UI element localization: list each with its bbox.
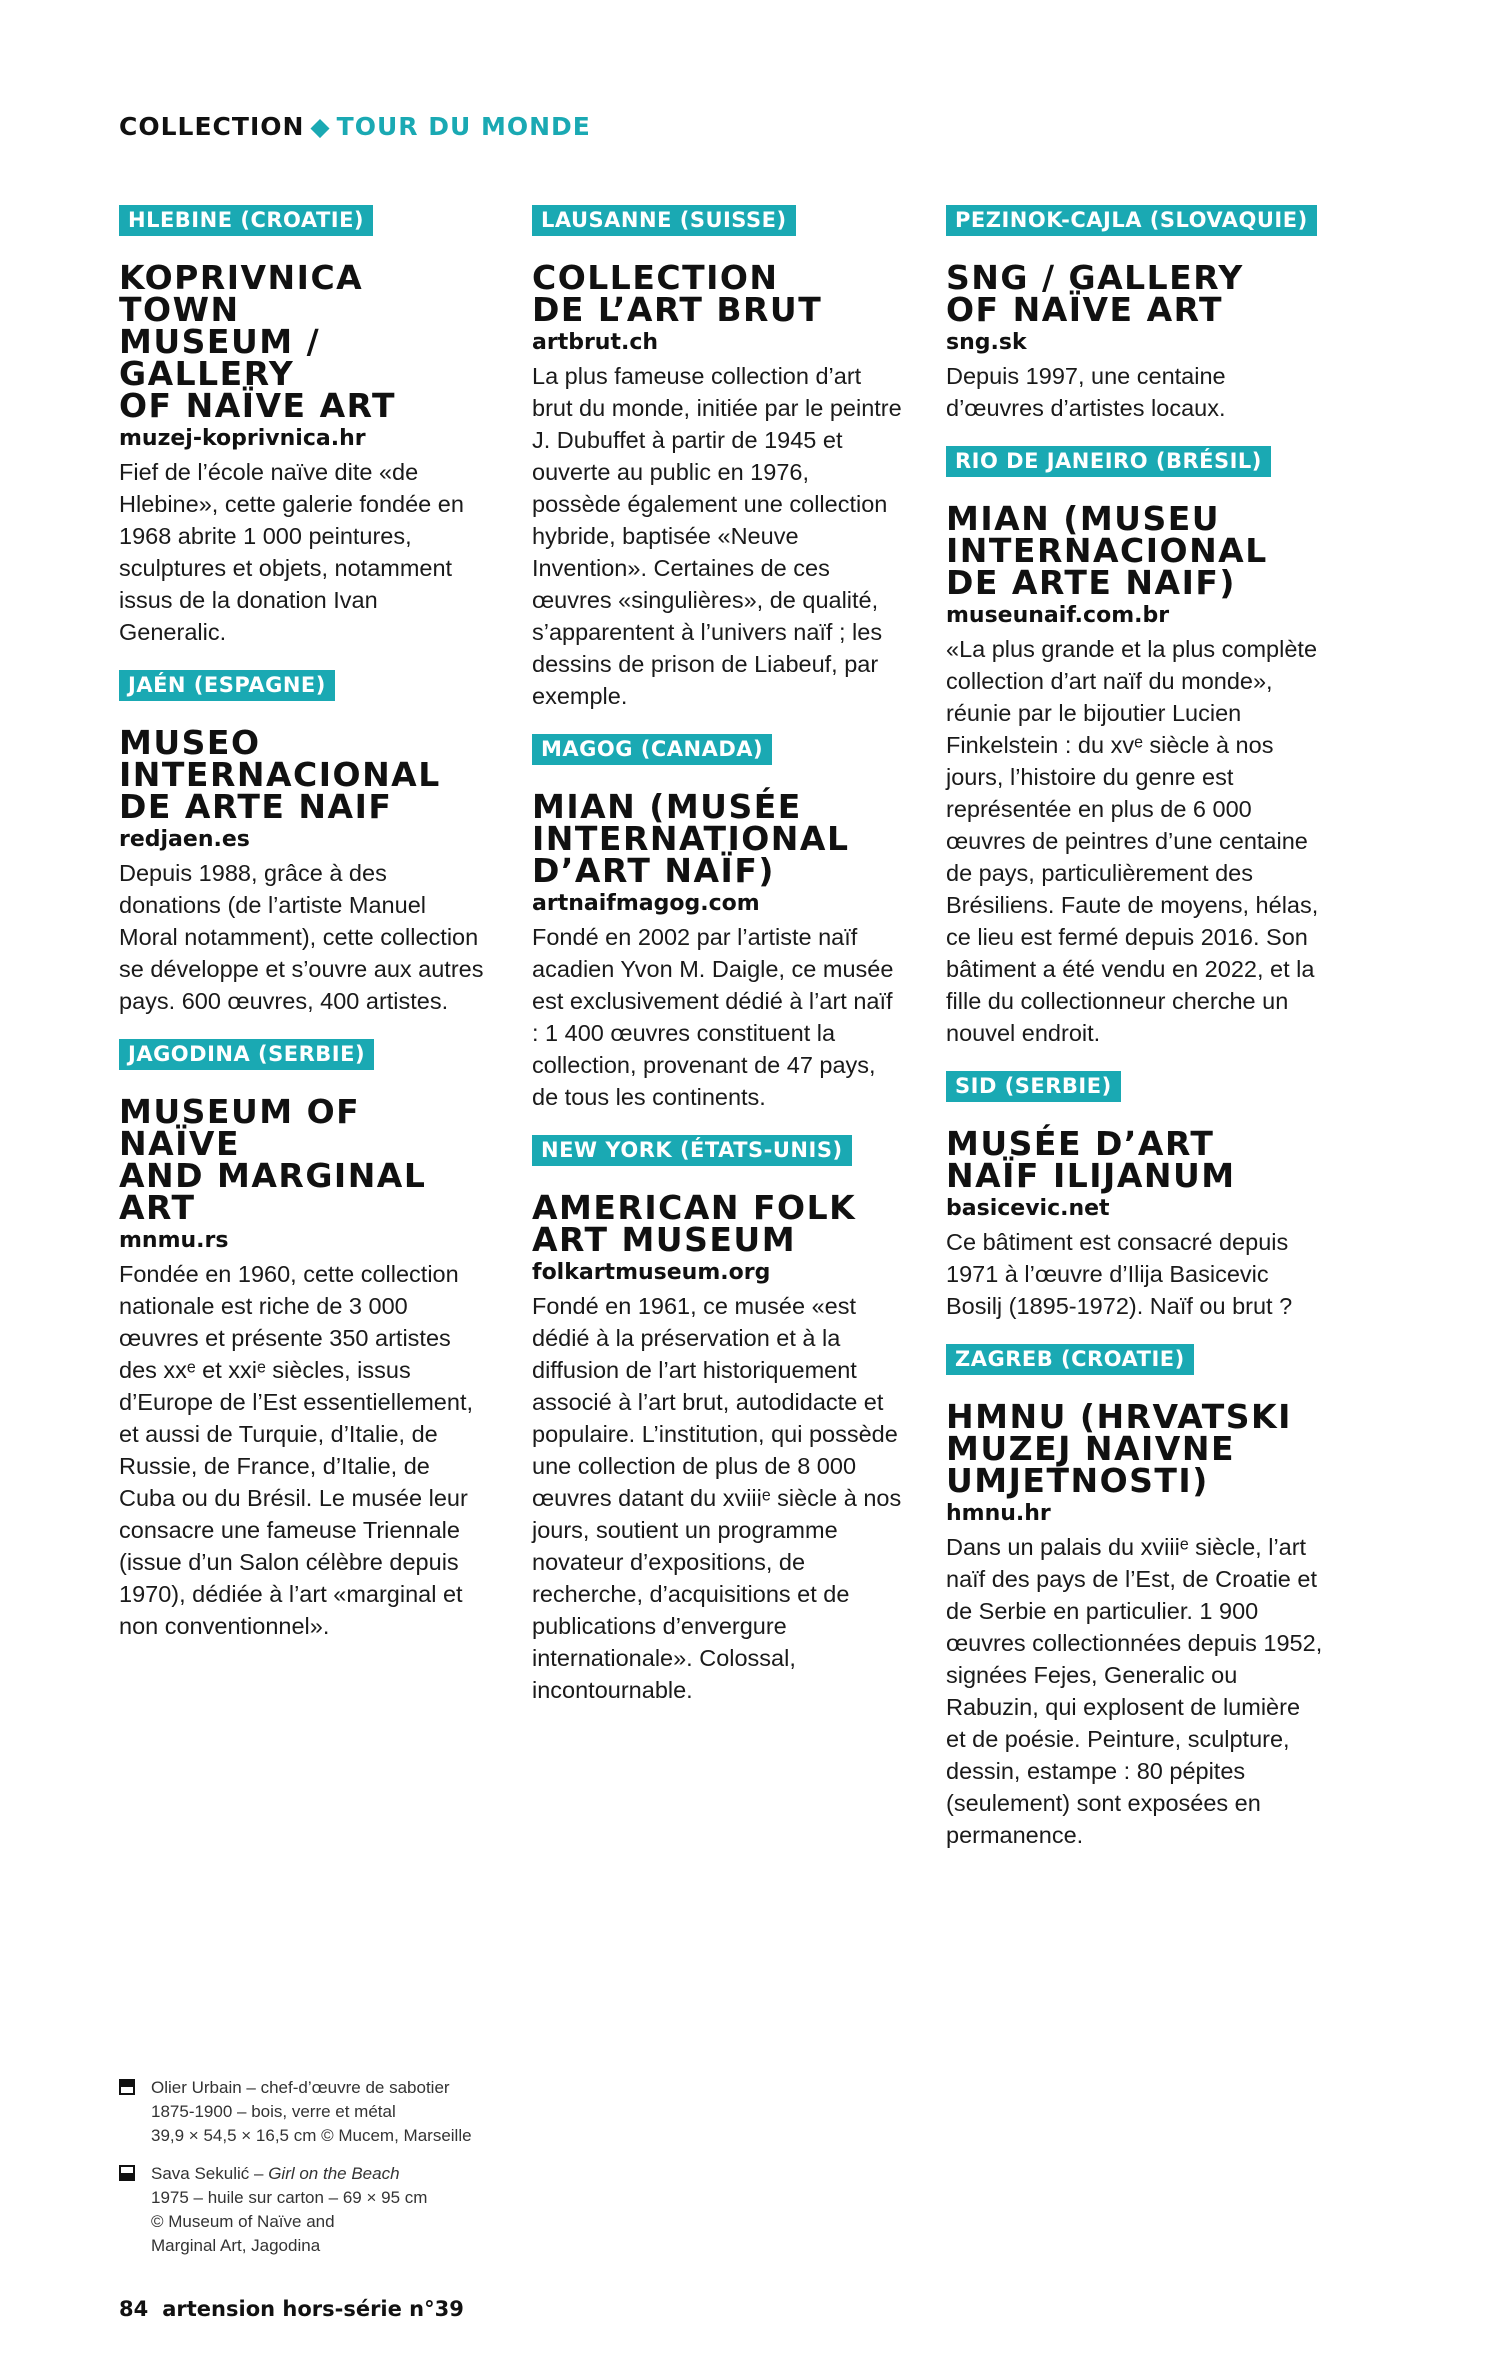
diamond-icon: ◆ (310, 112, 331, 141)
location-tag: JAGODINA (SERBIE) (119, 1039, 374, 1070)
museum-entry (532, 205, 904, 712)
credit-author: Sava Sekulić – (151, 2164, 269, 2183)
museum-entry (946, 205, 1326, 424)
image-position-top-icon (119, 2079, 135, 2095)
location-tag: ZAGREB (CROATIE) (946, 1344, 1194, 1375)
page-footer (119, 2297, 464, 2321)
museum-name: MUSEO INTERNACIONAL DE ARTE NAIF (119, 723, 441, 826)
page-header (119, 112, 591, 141)
museum-description: Fondé en 1961, ce musée «est dédié à la préservation et à la diffusion de l’art historiquement associé à l’art brut, autodidacte et populaire. L’institution, qui possède une collection de plus de 8 000 œuvres datant du xviiiᵉ siècle à nos jours, soutient un programme novateur d’expositions, de recherche, d’acquisitions et de publications d’envergure internationale». Colossal, incontournable. (532, 1293, 902, 1703)
museum-url[interactable]: redjaen.es (119, 827, 250, 852)
credit-line: Olier Urbain – chef-d’œuvre de sabotier (151, 2078, 450, 2097)
museum-name: AMERICAN FOLK ART MUSEUM (532, 1188, 857, 1259)
credit-line: 1875-1900 – bois, verre et métal (151, 2102, 396, 2121)
museum-entry (946, 1071, 1326, 1322)
museum-url[interactable]: folkartmuseum.org (532, 1260, 771, 1285)
museum-entry (119, 670, 491, 1017)
column-3 (946, 205, 1326, 1873)
credit-line (151, 2162, 519, 2186)
image-position-bottom-icon (119, 2165, 135, 2181)
museum-name: KOPRIVNICA TOWN MUSEUM / GALLERY OF NAÏVE ART (119, 258, 397, 425)
museum-url[interactable]: museunaif.com.br (946, 603, 1170, 628)
museum-url[interactable]: artnaifmagog.com (532, 891, 760, 916)
museum-url[interactable]: artbrut.ch (532, 330, 659, 355)
museum-name: MUSEUM OF NAÏVE AND MARGINAL ART (119, 1092, 427, 1227)
page-number: 84 (119, 2297, 149, 2321)
credit-line: Marginal Art, Jagodina (151, 2236, 321, 2255)
museum-entry (532, 1135, 904, 1706)
museum-entry (946, 446, 1326, 1049)
museum-name: MIAN (MUSÉE INTERNATIONAL D’ART NAÏF) (532, 787, 850, 890)
museum-url[interactable]: hmnu.hr (946, 1501, 1051, 1526)
museum-entry (946, 1344, 1326, 1851)
museum-description: Fondé en 2002 par l’artiste naïf acadien Yvon M. Daigle, ce musée est exclusivement dédié à l’art naïf : 1 400 œuvres constituent la collection, provenant de 47 pays, de tous les continents. (532, 924, 894, 1110)
museum-entry (532, 734, 904, 1113)
location-tag: SID (SERBIE) (946, 1071, 1121, 1102)
museum-description: «La plus grande et la plus complète collection d’art naïf du monde», réunie par le bijoutier Lucien Finkelstein : du xvᵉ siècle à nos jours, l’histoire du genre est représentée en plus de 6 000 œuvres de peintres d’une centaine de pays, particulièrement des Brésiliens. Faute de moyens, hélas, ce lieu est fermé depuis 2016. Son bâtiment a été vendu en 2022, et la fille du collectionneur cherche un nouvel endroit. (946, 636, 1319, 1046)
museum-entry (119, 205, 491, 648)
column-1 (119, 205, 491, 1664)
museum-name: MUSÉE D’ART NAÏF ILIJANUM (946, 1124, 1236, 1195)
location-tag: LAUSANNE (SUISSE) (532, 205, 796, 236)
credit-line: 39,9 × 54,5 × 16,5 cm © Mucem, Marseille (151, 2126, 472, 2145)
museum-description: Depuis 1988, grâce à des donations (de l’artiste Manuel Moral notamment), cette collection se développe et s’ouvre aux autres pays. 600 œuvres, 400 artistes. (119, 860, 484, 1014)
location-tag: RIO DE JANEIRO (BRÉSIL) (946, 446, 1271, 477)
museum-url[interactable]: sng.sk (946, 330, 1027, 355)
artwork-title: Girl on the Beach (268, 2164, 400, 2183)
location-tag: JAÉN (ESPAGNE) (119, 670, 335, 701)
museum-url[interactable]: muzej-koprivnica.hr (119, 426, 366, 451)
museum-name: SNG / GALLERY OF NAÏVE ART (946, 258, 1244, 329)
credit-line: © Museum of Naïve and (151, 2212, 335, 2231)
museum-url[interactable]: basicevic.net (946, 1196, 1110, 1221)
location-tag: MAGOG (CANADA) (532, 734, 772, 765)
museum-description: Dans un palais du xviiiᵉ siècle, l’art naïf des pays de l’Est, de Croatie et de Serbie en particulier. 1 900 œuvres collectionnées depuis 1952, signées Fejes, Generalic ou Rabuzin, qui explosent de lumière et de poésie. Peinture, sculpture, dessin, estampe : 80 pépites (seulement) sont exposées en permanence. (946, 1534, 1323, 1848)
museum-description: Fondée en 1960, cette collection nationale est riche de 3 000 œuvres et présente 350 artistes des xxᵉ et xxiᵉ siècles, issus d’Europe de l’Est essentiellement, et aussi de Turquie, d’Italie, de Russie, de France, d’Italie, de Cuba ou du Brésil. Le musée leur consacre une fameuse Triennale (issue d’un Salon célèbre depuis 1970), dédiée à l’art «marginal et non conventionnel». (119, 1261, 474, 1639)
credit-top-image (119, 2076, 519, 2148)
photo-credits (119, 2076, 519, 2272)
museum-name: COLLECTION DE L’ART BRUT (532, 258, 823, 329)
museum-entry (119, 1039, 491, 1642)
museum-name: HMNU (HRVATSKI MUZEJ NAIVNE UMJETNOSTI) (946, 1397, 1292, 1500)
location-tag: HLEBINE (CROATIE) (119, 205, 373, 236)
museum-description: Fief de l’école naïve dite «de Hlebine», cette galerie fondée en 1968 abrite 1 000 peintures, sculptures et objets, notamment issus de la donation Ivan Generalic. (119, 459, 464, 645)
museum-description: Depuis 1997, une centaine d’œuvres d’artistes locaux. (946, 363, 1226, 421)
museum-description: La plus fameuse collection d’art brut du monde, initiée par le peintre J. Dubuffet à partir de 1945 et ouverte au public en 1976, possède également une collection hybride, baptisée «Neuve Invention». Certaines de ces œuvres «singulières», de qualité, s’apparentent à l’univers naïf ; les dessins de prison de Liabeuf, par exemple. (532, 363, 902, 709)
credit-line: 1975 – huile sur carton – 69 × 95 cm (151, 2188, 428, 2207)
section-title: COLLECTION (119, 112, 305, 141)
location-tag: PEZINOK-CAJLA (SLOVAQUIE) (946, 205, 1317, 236)
museum-name: MIAN (MUSEU INTERNACIONAL DE ARTE NAIF) (946, 499, 1268, 602)
museum-url[interactable]: mnmu.rs (119, 1228, 229, 1253)
credit-bottom-image (119, 2162, 519, 2258)
magazine-title: artension hors-série n°39 (162, 2297, 464, 2321)
subsection-title: TOUR DU MONDE (336, 112, 591, 141)
location-tag: NEW YORK (ÉTATS-UNIS) (532, 1135, 852, 1166)
museum-description: Ce bâtiment est consacré depuis 1971 à l’œuvre d’Ilija Basicevic Bosilj (1895-1972). Naïf ou brut ? (946, 1229, 1293, 1319)
column-2 (532, 205, 904, 1728)
